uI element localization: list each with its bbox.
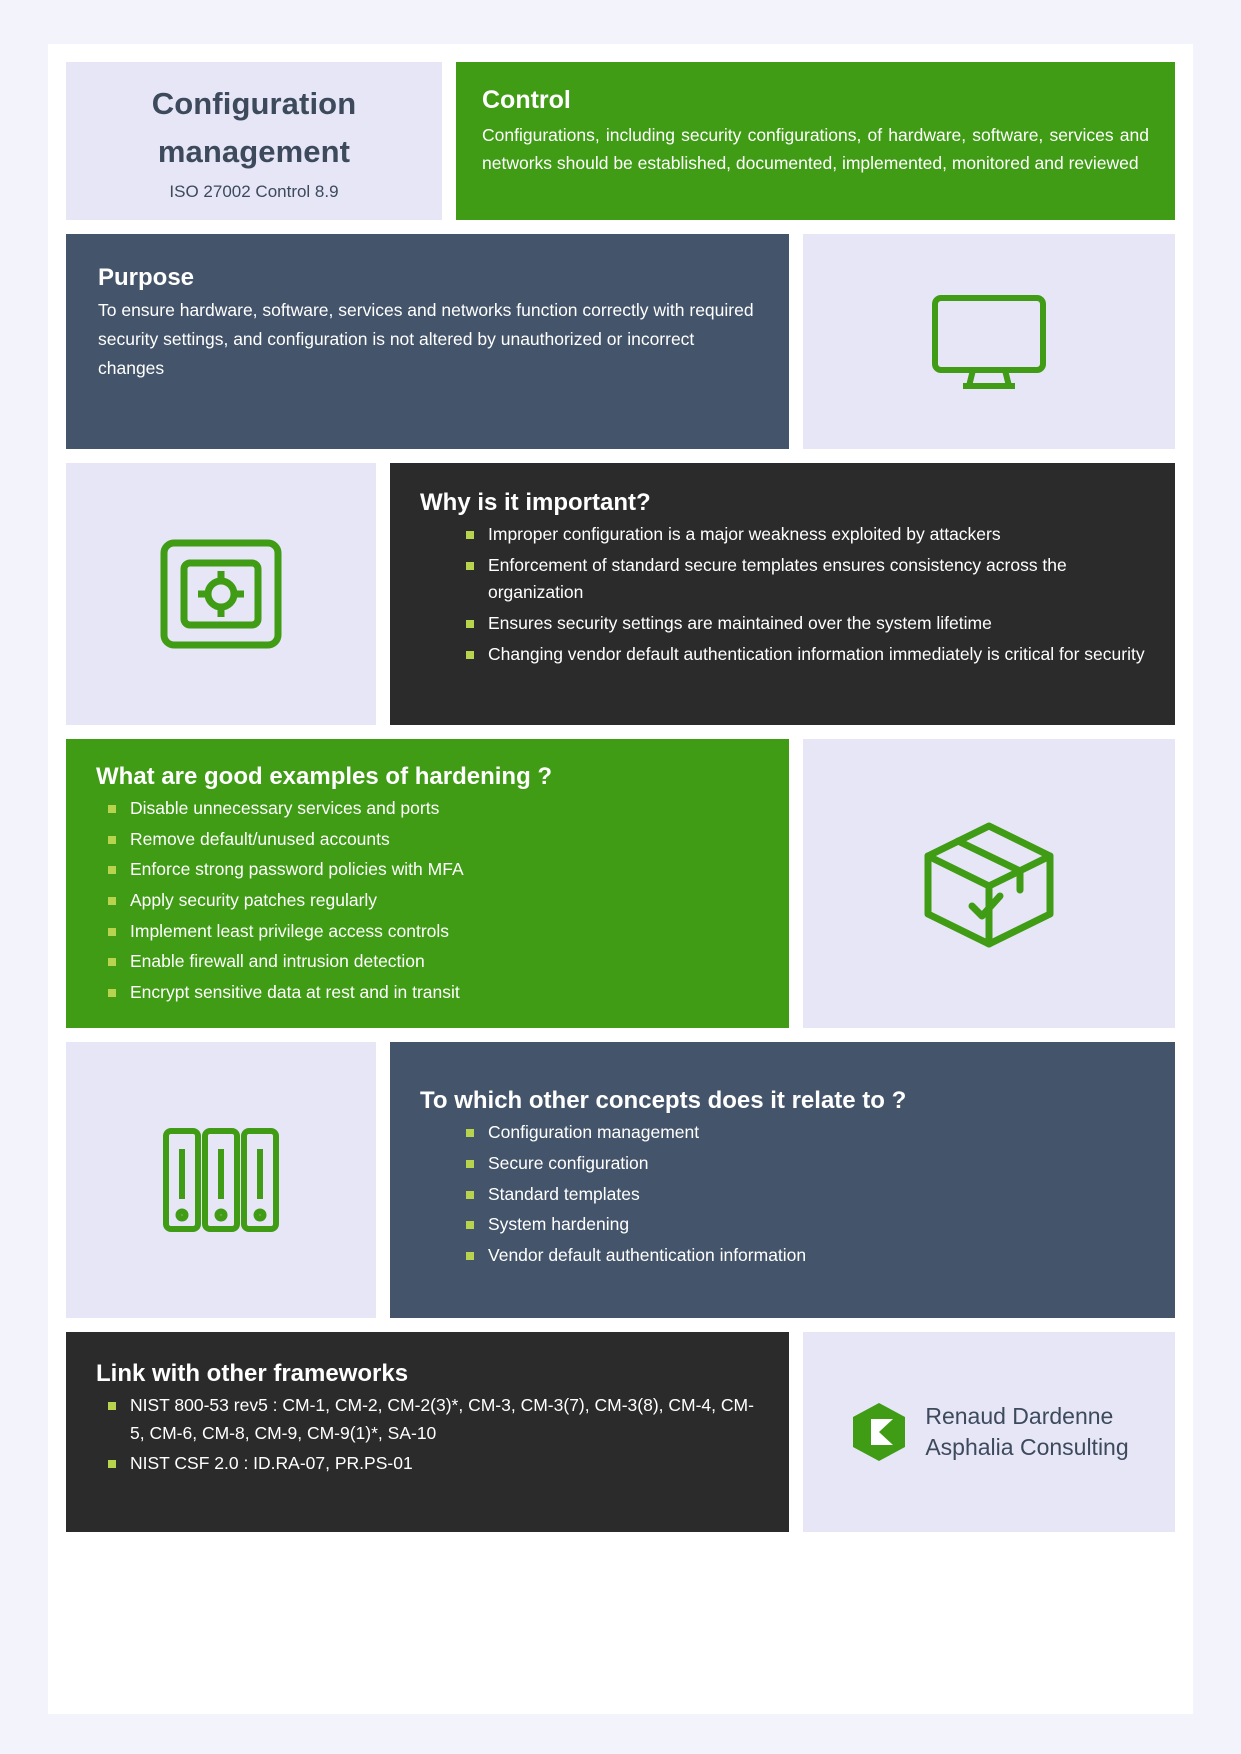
list-item: Ensures security settings are maintained over the system lifetime — [420, 610, 1145, 638]
list-item: Apply security patches regularly — [96, 887, 759, 915]
archive-binders-icon — [156, 1115, 286, 1245]
package-check-icon — [914, 814, 1064, 954]
row-why — [66, 463, 1175, 725]
control-card — [456, 62, 1175, 220]
brand-person-name: Renaud Dardenne — [925, 1403, 1114, 1430]
why-heading: Why is it important? — [420, 489, 651, 517]
related-list — [420, 1119, 1145, 1272]
safe-icon-card — [66, 463, 376, 725]
list-item: NIST 800-53 rev5 : CM-1, CM-2, CM-2(3)*, CM-3, CM-3(7), CM-3(8), CM-4, CM-5, CM-6, CM-8, CM-9, CM-9(1)*, SA-10 — [96, 1392, 759, 1447]
purpose-text: To ensure hardware, software, services and networks function correctly with required security settings, and configuration is not altered by unauthorized or incorrect changes — [98, 300, 754, 379]
monitor-icon-card — [803, 234, 1175, 449]
binders-icon-card — [66, 1042, 376, 1318]
list-item: Enforcement of standard secure templates ensures consistency across the organization — [420, 552, 1145, 607]
safe-icon — [156, 529, 286, 659]
list-item: Enable firewall and intrusion detection — [96, 948, 759, 976]
row-frameworks — [66, 1332, 1175, 1532]
page-subtitle: ISO 27002 Control 8.9 — [169, 182, 339, 202]
hardening-list — [96, 795, 759, 1006]
control-text: Configurations, including security configurations, of hardware, software, services and networks should be established, documented, implemented, monitored and reviewed — [482, 125, 1149, 174]
control-heading: Control — [482, 86, 571, 114]
hardening-heading: What are good examples of hardening ? — [96, 763, 553, 791]
list-item: NIST CSF 2.0 : ID.RA-07, PR.PS-01 — [96, 1450, 759, 1478]
list-item: Standard templates — [420, 1181, 1145, 1209]
row-purpose — [66, 234, 1175, 449]
row-hardening — [66, 739, 1175, 1028]
related-card — [390, 1042, 1175, 1318]
list-item: Vendor default authentication information — [420, 1242, 1145, 1270]
frameworks-list — [96, 1392, 759, 1478]
hardening-card — [66, 739, 789, 1028]
list-item: Remove default/unused accounts — [96, 826, 759, 854]
list-item: Changing vendor default authentication information immediately is critical for security — [420, 641, 1145, 669]
package-icon-card — [803, 739, 1175, 1028]
list-item: Improper configuration is a major weakness exploited by attackers — [420, 521, 1145, 549]
frameworks-heading: Link with other frameworks — [96, 1360, 409, 1388]
list-item: Configuration management — [420, 1119, 1145, 1147]
row-title-control — [66, 62, 1175, 220]
purpose-heading: Purpose — [98, 264, 195, 292]
why-card — [390, 463, 1175, 725]
list-item: Disable unnecessary services and ports — [96, 795, 759, 823]
row-related — [66, 1042, 1175, 1318]
list-item: Encrypt sensitive data at rest and in transit — [96, 979, 759, 1007]
list-item: Implement least privilege access controls — [96, 918, 759, 946]
title-card — [66, 62, 442, 220]
infographic-sheet — [48, 44, 1193, 1714]
related-heading: To which other concepts does it relate to ? — [420, 1087, 907, 1115]
brand-card — [803, 1332, 1175, 1532]
page-title: Configuration management — [151, 86, 357, 170]
why-list — [420, 521, 1145, 668]
list-item: System hardening — [420, 1211, 1145, 1239]
purpose-card — [66, 234, 789, 449]
list-item: Enforce strong password policies with MFA — [96, 856, 759, 884]
list-item: Secure configuration — [420, 1150, 1145, 1178]
monitor-icon — [929, 292, 1049, 392]
frameworks-card — [66, 1332, 789, 1532]
asphalia-logo-icon — [849, 1401, 909, 1463]
brand-company-name: Asphalia Consulting — [925, 1434, 1129, 1461]
